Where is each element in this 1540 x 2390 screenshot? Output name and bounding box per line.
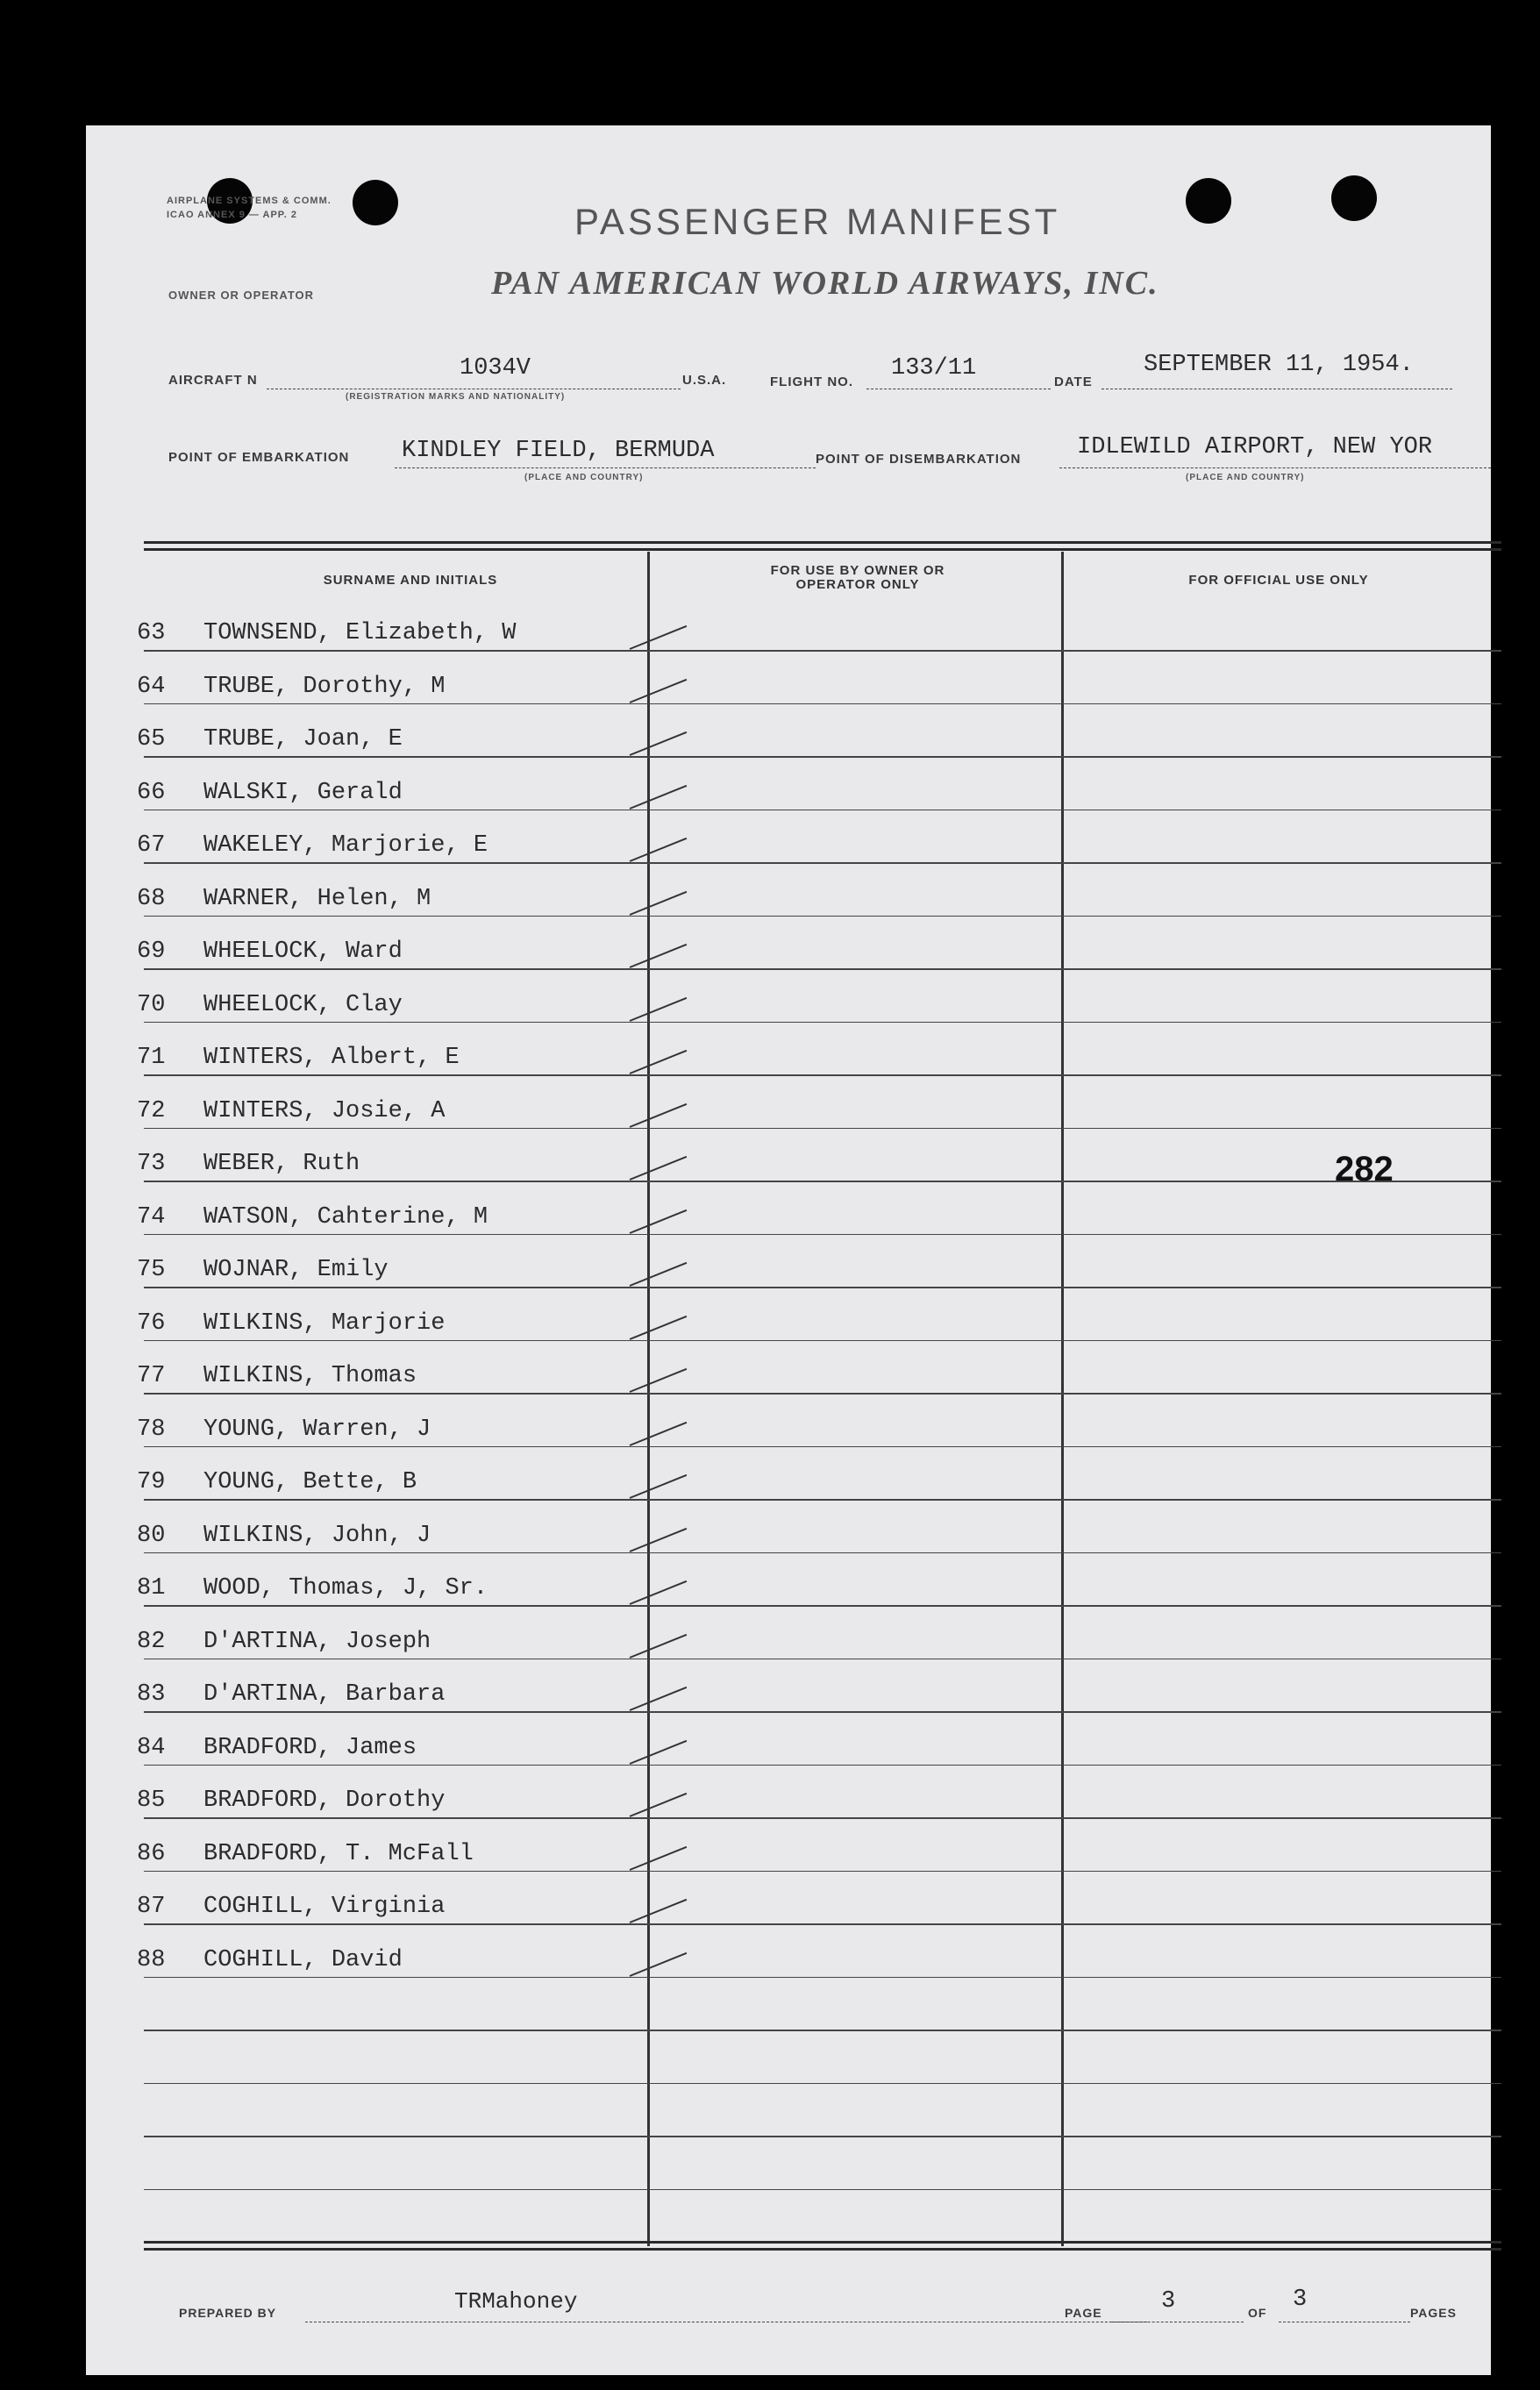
passenger-number: 65 [137, 726, 166, 753]
punch-hole [1186, 178, 1231, 224]
pages-label: PAGES [1410, 2306, 1457, 2320]
check-mark [630, 1845, 688, 1870]
check-mark [630, 1580, 688, 1605]
column-header-owner: FOR USE BY OWNER OR OPERATOR ONLY [770, 563, 945, 592]
passenger-name: BRADFORD, Dorothy [203, 1787, 446, 1814]
row-rule [144, 650, 1501, 652]
check-mark [630, 944, 688, 968]
passenger-name: D'ARTINA, Barbara [203, 1681, 446, 1708]
passenger-number: 70 [137, 991, 166, 1018]
aircraft-sub: (REGISTRATION MARKS AND NATIONALITY) [346, 392, 566, 402]
disembark-label: POINT OF DISEMBARKATION [816, 452, 1022, 467]
passenger-name: WALSKI, Gerald [203, 779, 403, 806]
passenger-number: 72 [137, 1097, 166, 1124]
page-label: PAGE [1065, 2306, 1102, 2320]
passenger-name: WILKINS, Marjorie [203, 1309, 446, 1337]
column-header-official: FOR OFFICIAL USE ONLY [1188, 573, 1369, 588]
passenger-name: WHEELOCK, Clay [203, 991, 403, 1018]
passenger-number: 69 [137, 938, 166, 965]
passenger-number: 68 [137, 885, 166, 912]
row-rule [144, 1074, 1501, 1076]
aircraft-value: 1034V [460, 355, 531, 382]
prepared-by: TRMahoney [454, 2288, 578, 2315]
column-divider [1061, 552, 1064, 2246]
nationality: U.S.A. [682, 373, 727, 388]
passenger-name: WOJNAR, Emily [203, 1257, 389, 1283]
row-rule [144, 1871, 1501, 1873]
check-mark [630, 1739, 688, 1764]
date-label: DATE [1054, 375, 1093, 389]
passenger-name: TRUBE, Joan, E [203, 726, 403, 753]
form-annex: ICAO ANNEX 9 — APP. 2 [167, 210, 297, 220]
passenger-name: COGHILL, Virginia [203, 1894, 446, 1920]
disembark-value: IDLEWILD AIRPORT, NEW YOR [1077, 434, 1433, 460]
passenger-name: TRUBE, Dorothy, M [203, 673, 446, 700]
flight-label: FLIGHT NO. [770, 375, 853, 389]
passenger-number: 63 [137, 620, 166, 646]
passenger-number: 84 [137, 1734, 166, 1761]
passenger-number: 85 [137, 1787, 166, 1814]
passenger-name: WHEELOCK, Ward [203, 938, 403, 965]
passenger-name: WAKELEY, Marjorie, E [203, 832, 488, 859]
check-mark [630, 1315, 688, 1339]
page-total: 3 [1293, 2287, 1308, 2313]
check-mark [630, 1527, 688, 1552]
check-mark [630, 996, 688, 1021]
passenger-number: 77 [137, 1363, 166, 1389]
passenger-number: 75 [137, 1257, 166, 1283]
row-rule [144, 1765, 1501, 1766]
passenger-name: YOUNG, Warren, J [203, 1416, 431, 1443]
passenger-name: WILKINS, Thomas [203, 1363, 417, 1389]
manifest-sheet [86, 125, 1491, 2375]
row-rule [144, 1605, 1501, 1607]
row-rule [144, 1234, 1501, 1236]
row-rule [144, 968, 1501, 970]
passenger-number: 79 [137, 1469, 166, 1495]
column-header-name: SURNAME AND INITIALS [323, 573, 498, 588]
passenger-number: 87 [137, 1894, 166, 1920]
check-mark [630, 1368, 688, 1393]
passenger-number: 66 [137, 779, 166, 806]
passenger-number: 82 [137, 1628, 166, 1655]
passenger-number: 83 [137, 1681, 166, 1708]
passenger-name: WOOD, Thomas, J, Sr. [203, 1575, 488, 1602]
passenger-number: 78 [137, 1416, 166, 1443]
passenger-number: 81 [137, 1575, 166, 1602]
row-rule [144, 1181, 1501, 1182]
row-rule [144, 1340, 1501, 1342]
row-rule [144, 2136, 1501, 2137]
row-rule [144, 1499, 1501, 1501]
check-mark [630, 838, 688, 862]
row-rule [144, 1287, 1501, 1288]
passenger-name: BRADFORD, T. McFall [203, 1840, 474, 1867]
date-value: SEPTEMBER 11, 1954. [1144, 352, 1414, 378]
passenger-number: 76 [137, 1309, 166, 1337]
passenger-name: TOWNSEND, Elizabeth, W [203, 620, 517, 646]
check-mark [630, 1899, 688, 1923]
row-rule [144, 2189, 1501, 2191]
aircraft-label: AIRCRAFT N [168, 373, 258, 388]
passenger-name: YOUNG, Bette, B [203, 1469, 417, 1495]
passenger-number: 71 [137, 1045, 166, 1071]
operator-name: PAN AMERICAN WORLD AIRWAYS, INC. [491, 265, 1159, 302]
passenger-name: WARNER, Helen, M [203, 885, 431, 912]
check-mark [630, 1156, 688, 1181]
check-mark [630, 625, 688, 650]
passenger-name: WATSON, Cahterine, M [203, 1203, 488, 1231]
row-rule [144, 1446, 1501, 1448]
check-mark [630, 1102, 688, 1127]
passenger-name: WINTERS, Albert, E [203, 1045, 460, 1071]
row-rule [144, 1711, 1501, 1713]
check-mark [630, 1050, 688, 1074]
form-id: AIRPLANE SYSTEMS & COMM. [167, 196, 332, 206]
row-rule [144, 810, 1501, 811]
check-mark [630, 1262, 688, 1287]
row-rule [144, 1022, 1501, 1024]
check-mark [630, 678, 688, 703]
row-rule [144, 1552, 1501, 1554]
check-mark [630, 1209, 688, 1233]
check-mark [630, 1421, 688, 1445]
check-mark [630, 1951, 688, 1976]
flight-no: 133/11 [891, 355, 977, 382]
check-mark [630, 1793, 688, 1817]
passenger-number: 64 [137, 673, 166, 700]
check-mark [630, 1687, 688, 1711]
passenger-name: WINTERS, Josie, A [203, 1097, 446, 1124]
row-rule [144, 1128, 1501, 1130]
row-rule [144, 1659, 1501, 1660]
check-mark [630, 731, 688, 756]
row-rule [144, 1817, 1501, 1819]
check-mark [630, 784, 688, 809]
owner-label: OWNER OR OPERATOR [168, 289, 315, 302]
punch-hole [353, 180, 398, 225]
disembark-sub: (PLACE AND COUNTRY) [1186, 473, 1305, 482]
passenger-number: 73 [137, 1151, 166, 1177]
passenger-name: WEBER, Ruth [203, 1151, 360, 1177]
passenger-name: COGHILL, David [203, 1946, 403, 1973]
row-rule [144, 1923, 1501, 1925]
of-label: OF [1248, 2306, 1267, 2320]
row-rule [144, 756, 1501, 758]
passenger-number: 88 [137, 1946, 166, 1973]
column-divider [647, 552, 650, 2246]
row-rule [144, 2083, 1501, 2085]
official-stamp: 282 [1335, 1150, 1394, 1188]
check-mark [630, 1633, 688, 1658]
row-rule [144, 2030, 1501, 2031]
passenger-number: 67 [137, 832, 166, 859]
row-rule [144, 916, 1501, 917]
row-rule [144, 862, 1501, 864]
page-number: 3 [1161, 2288, 1176, 2315]
embark-label: POINT OF EMBARKATION [168, 450, 350, 465]
page-title: PASSENGER MANIFEST [574, 201, 1061, 242]
passenger-name: BRADFORD, James [203, 1734, 417, 1761]
punch-hole [1331, 175, 1377, 221]
check-mark [630, 1474, 688, 1499]
passenger-number: 80 [137, 1522, 166, 1549]
passenger-name: D'ARTINA, Joseph [203, 1628, 431, 1655]
row-rule [144, 1393, 1501, 1395]
prepared-label: PREPARED BY [179, 2306, 277, 2320]
embark-sub: (PLACE AND COUNTRY) [524, 473, 644, 482]
passenger-number: 86 [137, 1840, 166, 1867]
row-rule [144, 703, 1501, 705]
passenger-number: 74 [137, 1203, 166, 1231]
row-rule [144, 1977, 1501, 1979]
check-mark [630, 890, 688, 915]
passenger-name: WILKINS, John, J [203, 1522, 431, 1549]
embark-value: KINDLEY FIELD, BERMUDA [402, 438, 715, 464]
